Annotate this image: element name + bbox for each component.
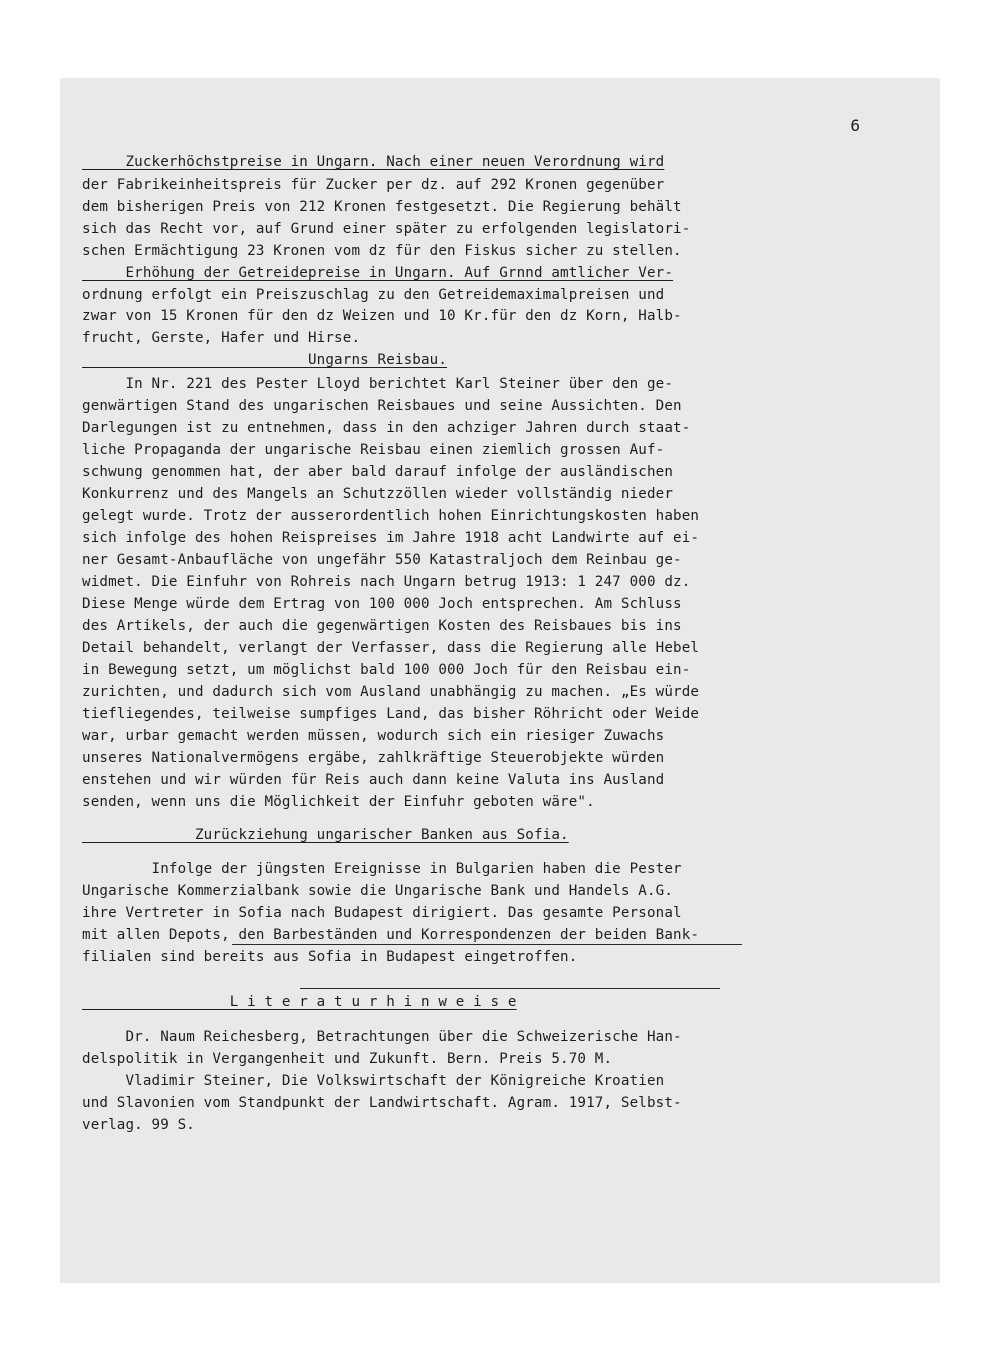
text-line: Zurückziehung ungarischer Banken aus Sofia. [82, 827, 569, 843]
text-line: Detail behandelt, verlangt der Verfasser, dass die Regierung alle Hebel [82, 640, 700, 656]
text-line: Diese Menge würde dem Ertrag von 100 000 Joch entsprechen. Am Schluss [82, 596, 682, 612]
text-line: Infolge der jüngsten Ereignisse in Bulgarien haben die Pester [82, 861, 682, 877]
page-number: 6 [850, 116, 860, 135]
text-line: tiefliegendes, teilweise sumpfiges Land, das bisher Röhricht oder Weide [82, 706, 700, 722]
text-line: delspolitik in Vergangenheit und Zukunft. Bern. Preis 5.70 M. [82, 1051, 613, 1067]
text-line: Dr. Naum Reichesberg, Betrachtungen über die Schweizerische Han- [82, 1029, 682, 1045]
text-line: senden, wenn uns die Möglichkeit der Einfuhr geboten wäre". [82, 794, 595, 810]
text-line: Konkurrenz und des Mangels an Schutzzöllen wieder vollständig nieder [82, 486, 674, 502]
text-line: dem bisherigen Preis von 212 Kronen festgesetzt. Die Regierung behält [82, 199, 682, 215]
text-line: frucht, Gerste, Hafer und Hirse. [82, 330, 361, 346]
scanned-page [60, 78, 940, 1283]
text-line: war, urbar gemacht werden müssen, wodurch sich ein riesiger Zuwachs [82, 728, 665, 744]
text-line: zwar von 15 Kronen für den dz Weizen und 10 Kr.für den dz Korn, Halb- [82, 308, 682, 324]
text-line: sich das Recht vor, auf Grund einer später zu erfolgenden legislatori- [82, 221, 691, 237]
text-line: liche Propaganda der ungarische Reisbau einen ziemlich grossen Auf- [82, 442, 665, 458]
text-line: Vladimir Steiner, Die Volkswirtschaft der Königreiche Kroatien [82, 1073, 665, 1089]
text-line: enstehen und wir würden für Reis auch dann keine Valuta ins Ausland [82, 772, 665, 788]
heading-rule [300, 988, 720, 989]
text-line: schen Ermächtigung 23 Kronen vom dz für den Fiskus sicher zu stellen. [82, 243, 682, 259]
text-line: Erhöhung der Getreidepreise in Ungarn. Auf Grnnd amtlicher Ver- [82, 265, 674, 281]
text-line: Darlegungen ist zu entnehmen, dass in den achziger Jahren durch staat- [82, 420, 691, 436]
text-line: Zuckerhöchstpreise in Ungarn. Nach einer neuen Verordnung wird [82, 154, 665, 170]
text-line: sich infolge des hohen Reispreises im Jahre 1918 acht Landwirte auf ei- [82, 530, 700, 546]
text-line: verlag. 99 S. [82, 1117, 195, 1133]
text-line: ihre Vertreter in Sofia nach Budapest dirigiert. Das gesamte Personal [82, 905, 682, 921]
heading-rule [232, 944, 742, 945]
text-line: mit allen Depots, den Barbeständen und Korrespondenzen der beiden Bank- [82, 927, 700, 943]
text-line: ordnung erfolgt ein Preiszuschlag zu den Getreidemaximalpreisen und [82, 287, 665, 303]
text-line: gelegt wurde. Trotz der ausserordentlich hohen Einrichtungskosten haben [82, 508, 700, 524]
text-line: Ungarische Kommerzialbank sowie die Ungarische Bank und Handels A.G. [82, 883, 674, 899]
text-line: unseres Nationalvermögens ergäbe, zahlkräftige Steuerobjekte würden [82, 750, 665, 766]
text-line: ner Gesamt-Anbaufläche von ungefähr 550 Katastraljoch dem Reinbau ge- [82, 552, 682, 568]
text-line: genwärtigen Stand des ungarischen Reisbaues und seine Aussichten. Den [82, 398, 682, 414]
text-line: schwung genommen hat, der aber bald darauf infolge der ausländischen [82, 464, 674, 480]
text-line: zurichten, und dadurch sich vom Ausland unabhängig zu machen. „Es würde [82, 684, 700, 700]
text-line: L i t e r a t u r h i n w e i s e [82, 994, 517, 1010]
text-line: Ungarns Reisbau. [82, 352, 448, 368]
text-line: des Artikels, der auch die gegenwärtigen Kosten des Reisbaues bis ins [82, 618, 682, 634]
text-line: in Bewegung setzt, um möglichst bald 100 000 Joch für den Reisbau ein- [82, 662, 691, 678]
text-line: In Nr. 221 des Pester Lloyd berichtet Karl Steiner über den ge- [82, 376, 674, 392]
text-line: und Slavonien vom Standpunkt der Landwirtschaft. Agram. 1917, Selbst- [82, 1095, 682, 1111]
text-line: filialen sind bereits aus Sofia in Budapest eingetroffen. [82, 949, 578, 965]
text-line: widmet. Die Einfuhr von Rohreis nach Ungarn betrug 1913: 1 247 000 dz. [82, 574, 691, 590]
text-line: der Fabrikeinheitspreis für Zucker per dz. auf 292 Kronen gegenüber [82, 177, 665, 193]
